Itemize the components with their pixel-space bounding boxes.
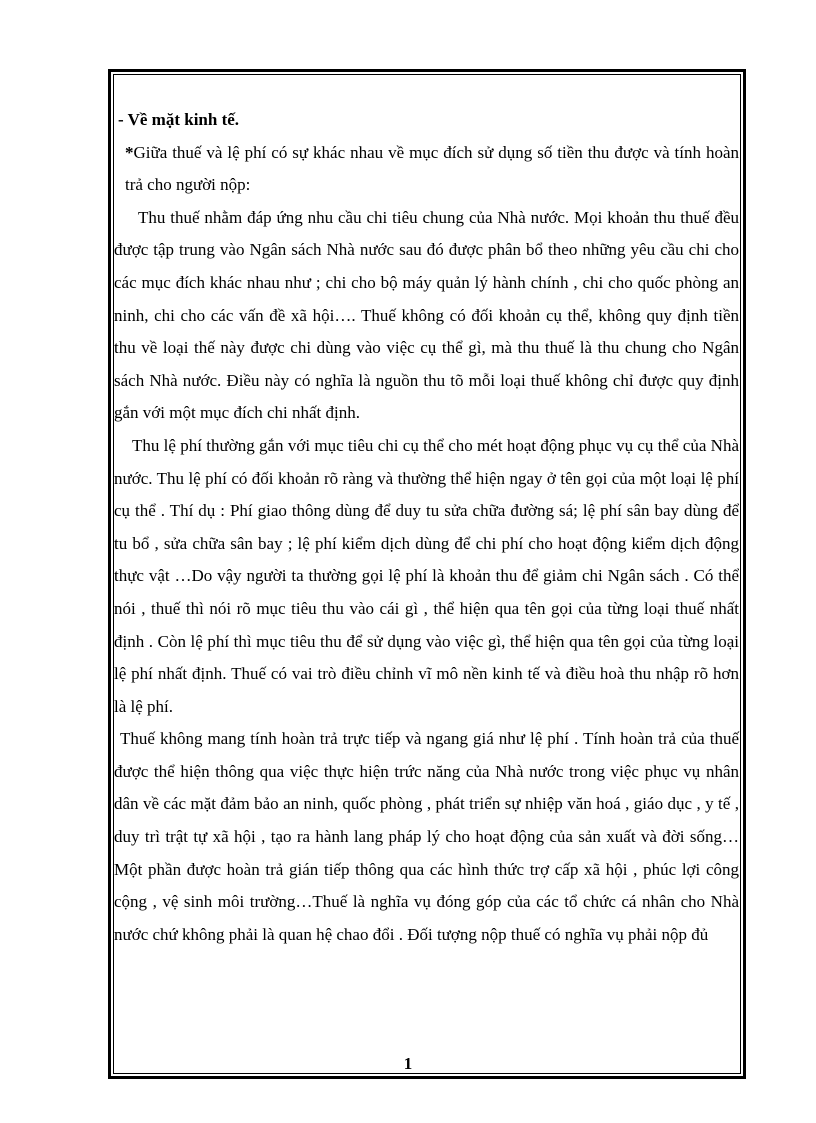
paragraph-tax-purpose: Thu thuế nhằm đáp ứng nhu cầu chi tiêu chung của Nhà nước. Mọi khoản thu thuế đều được tập trung vào Ngân sách Nhà nước sau đó được phân bổ theo những yêu cầu chi cho các mục đích khác nhau như ; chi cho bộ máy quản lý hành chính , chi cho quốc phòng an ninh, chi cho các vấn đề xã hội…. Thuế không có đối khoản cụ thể, không quy định tiền thu về loại thế này được chi dùng vào việc cụ thể gì, mà thu thuế là thu chung cho Ngân sách Nhà nước. Điều này có nghĩa là nguồn thu tõ mỗi loại thuế không chỉ được quy định gắn với một mục đích chi nhất định. <box>114 207 739 423</box>
paragraph-tax-refund: Thuế không mang tính hoàn trả trực tiếp và ngang giá như lệ phí . Tính hoàn trả của thuế được thể hiện thông qua việc thực hiện trức năng của Nhà nước trong việc phục vụ nhân dân về các mặt đảm bảo an ninh, quốc phòng , phát triển sự nhiệp văn hoá , giáo dục , y tế , duy trì trật tự xã hội , tạo ra hành lang pháp lý cho hoạt động của sản xuất và đời sống…Một phần được hoàn trả gián tiếp thông qua các hình thức trợ cấp xã hội , phúc lợi công cộng , vệ sinh môi trường…Thuế là nghĩa vụ đóng góp của các tổ chức cá nhân cho Nhà nước chứ không phải là quan hệ chao đổi . Đối tượng nộp thuế có nghĩa vụ phải nộp đủ <box>114 729 739 944</box>
document-body <box>114 104 739 951</box>
bullet-text: Giữa thuế và lệ phí có sự khác nhau về mục đích sử dụng số tiền thu được và tính hoàn trả cho người nộp: <box>125 142 739 195</box>
bullet-symbol: * <box>125 142 134 162</box>
page-number: 1 <box>403 1054 413 1073</box>
section-heading: - Về mặt kinh tế. <box>118 110 240 129</box>
bullet-paragraph <box>114 137 739 202</box>
paragraph-fee-purpose: Thu lệ phí thường gắn với mục tiêu chi cụ thể cho mét hoạt động phục vụ cụ thể của Nhà nước. Thu lệ phí có đối khoản rõ ràng và thường thể hiện ngay ở tên gọi của một loại lệ phí cụ thể . Thí dụ : Phí giao thông dùng để duy tu sửa chữa đường sá; lệ phí sân bay dùng để tu bổ , sửa chữa sân bay ; lệ phí kiểm dịch dùng để chi phí cho hoạt động kiểm dịch động thực vật …Do vậy người ta thường gọi lệ phí là khoản thu để giảm chi Ngân sách . Có thể nói , thuế thì nói rõ mục tiêu thu vào cái gì , thể hiện qua tên gọi của từng loại thuế nhất định . Còn lệ phí thì mục tiêu thu để sử dụng vào việc gì, thể hiện qua tên gọi của từng loại lệ phí nhất định. Thuế có vai trò điều chỉnh vĩ mô nền kinh tế và điều hoà thu nhập rõ hơn là lệ phí. <box>114 435 739 716</box>
